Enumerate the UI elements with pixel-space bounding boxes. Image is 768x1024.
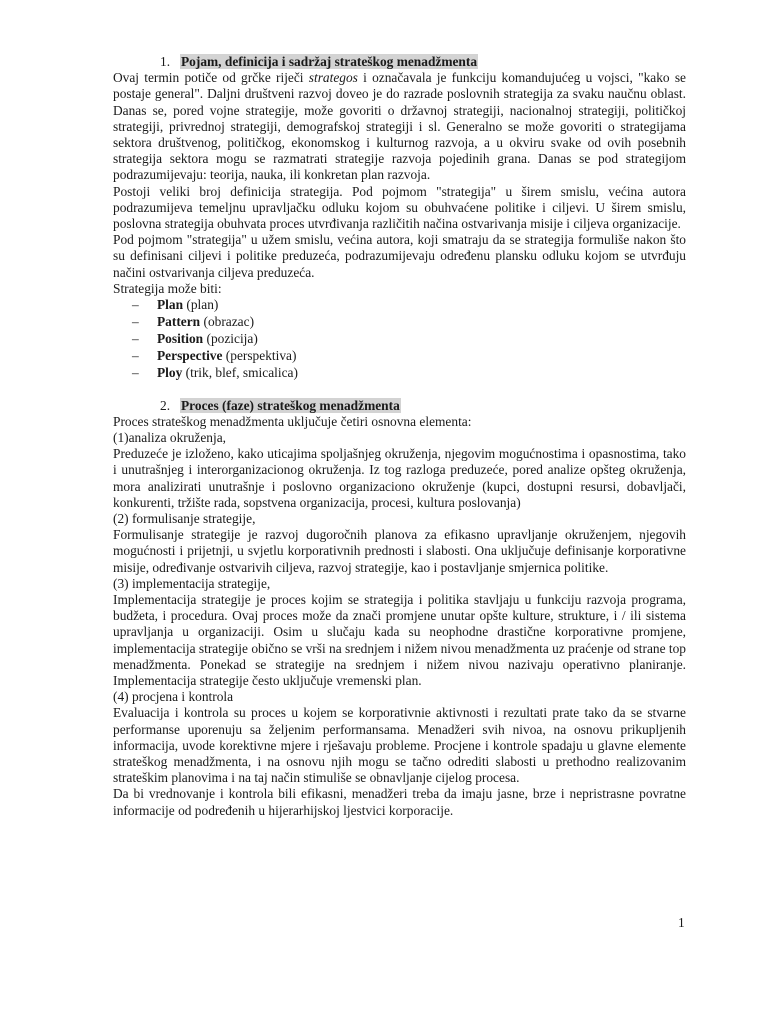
step-label-3: (3) implementacija strategije, bbox=[113, 575, 271, 591]
strategy-types-list bbox=[113, 297, 686, 382]
list-item: – Ploy (trik, blef, smicalica) bbox=[132, 364, 298, 380]
step-text-4: Evaluacija i kontrola su proces u kojem se korporativnie aktivnosti i rezultati prate tako da se stvarne performanse uporenuju sa željenim performansama. Menadžeri svih nivoa, na osnovu prikupljenih informacija, uvode korektivne mjere i rješavaju probleme. Procjene i kontrole spadaju u glavne elemente strateškog menadžmenta, i na osnovu njih mogu se tačno odrediti slabosti u prethodno realizovanim strateškim planovima i na taj način stimuliše se obnavljanje cijelog procesa. bbox=[113, 705, 686, 786]
section-title: Pojam, definicija i sadržaj strateškog menadžmenta bbox=[181, 54, 478, 69]
italic-term: strategos bbox=[308, 70, 358, 86]
closing-paragraph: Da bi vrednovanje i kontrola bili efikasni, menadžeri treba da imaju jasne, brze i nepristrasne povratne informacije od podređenih u hijerarhijskoj ljestvici korporacije. bbox=[113, 786, 686, 818]
list-item: – Pattern (obrazac) bbox=[132, 313, 255, 329]
list-item: – Position (pozicija) bbox=[132, 330, 258, 346]
dash-bullet: – bbox=[132, 313, 139, 329]
dash-bullet: – bbox=[132, 364, 139, 380]
step-text-3: Implementacija strategije je proces kojim se strategija i politika stavljaju u funkciju razvoja programa, budžeta, i procedura. Ovaj proces može da znači promjene unutar opšte kulture, strukture, i / ili sistema upravljanja u organizaciji. Osim u slučaju kada su neophodne drastične korporativne promjene, implementacija strategije obično se vrši na srednjem i nižem nivou menadžmenta uz praćenje od strane top menadžmenta. Ponekad se strategije na srednjem i nižem nivou nazivaju operativno planiranje. Implementacija strategije često uključuje vremenski plan. bbox=[113, 592, 686, 689]
list-item: – Plan (plan) bbox=[132, 297, 219, 313]
section-title: Proces (faze) strateškog menadžmenta bbox=[181, 397, 400, 413]
section-heading-2 bbox=[113, 398, 686, 414]
step-label-1: (1)analiza okruženja, bbox=[113, 429, 227, 445]
step-label-4: (4) procjena i kontrola bbox=[113, 689, 234, 705]
dash-bullet: – bbox=[132, 297, 139, 313]
document-page bbox=[113, 54, 686, 819]
paragraph-narrow-sense: Pod pojmom "strategija" u užem smislu, većina autora, koji smatraju da se strategija formuliše nakon što su definisani ciljevi i politike preduzeća, podrazumijevaju određenu plansku odluku kojom se utvrđuju načini ostvarivanja ciljeva preduzeća. bbox=[113, 232, 686, 280]
list-intro: Strategija može biti: bbox=[113, 280, 222, 296]
step-label-2: (2) formulisanje strategije, bbox=[113, 511, 256, 526]
section-number: 1. bbox=[160, 54, 171, 69]
list-item: – Perspective (perspektiva) bbox=[132, 347, 297, 363]
step-text-1: Preduzeće je izloženo, kako uticajima spoljašnjeg okruženja, njegovim mogućnostima i opasnostima, tako i unutrašnjeg i interorganizacionog okruženja. Iz tog razloga preduzeće, pored analize opšteg okruženja, mora analizirati unutrašnje i poslovno organizaciono okruženje (kupci, dostupni resursi, dobavljači, konkurenti, tržište rada, sopstvena organizacija, procesi, kultura poslovanja) bbox=[113, 446, 686, 510]
section-intro: Proces strateškog menadžmenta uključuje četiri osnovna elementa: bbox=[113, 413, 472, 429]
page-number: 1 bbox=[678, 915, 685, 930]
spacer bbox=[113, 382, 686, 398]
section-heading-1 bbox=[113, 54, 686, 70]
section-number: 2. bbox=[160, 397, 171, 413]
paragraph-definitions: Postoji veliki broj definicija strategija. Pod pojmom "strategija" u širem smislu, većina autora podrazumijeva temeljnu upravljačku odluku kojom su obuhvaćene politike i ciljevi. U širem smislu, poslovna strategija obuhvata proces utvrđivanja različitih načina ostvarivanja misije i ciljeva organizacije. bbox=[113, 183, 686, 232]
paragraph-origin: Ovaj termin potiče od grčke riječi strategos i označavala je funkciju komandujućeg u vojsci, "kako se postaje general". Daljni društveni razvoj doveo je do razrade poslovnih strategija za svaku naučnu oblast. Danas se, pored vojne strategije, može govoriti o državnoj strategiji, nacionalnoj strategiji, političkoj strategiji, privrednoj strategiji, demografskoj strategiji i sl. Generalno se može govoriti o strategijama sektora društvenog, političkog, ekonomskog i kulturnog razvoja, a u okviru svake od ovih posebnih strategija sektora mogu se razmatrati strategije razvoja pojedinih grana. Danas se pod strategijom podrazumijevaju: teorija, nauka, ili konkretan plan razvoja. bbox=[113, 70, 686, 183]
step-text-2: Formulisanje strategije je razvoj dugoročnih planova za efikasno upravljanje okruženjem, njegovih mogućnosti i prijetnji, u svjetlu korporativnih prednosti i slabosti. Ona uključuje definisanje korporativne misije, određivanje ostvarivih ciljeva, razvoj strategije, kao i postavljanje smjernica politike. bbox=[113, 527, 686, 575]
dash-bullet: – bbox=[132, 347, 139, 363]
dash-bullet: – bbox=[132, 330, 139, 346]
